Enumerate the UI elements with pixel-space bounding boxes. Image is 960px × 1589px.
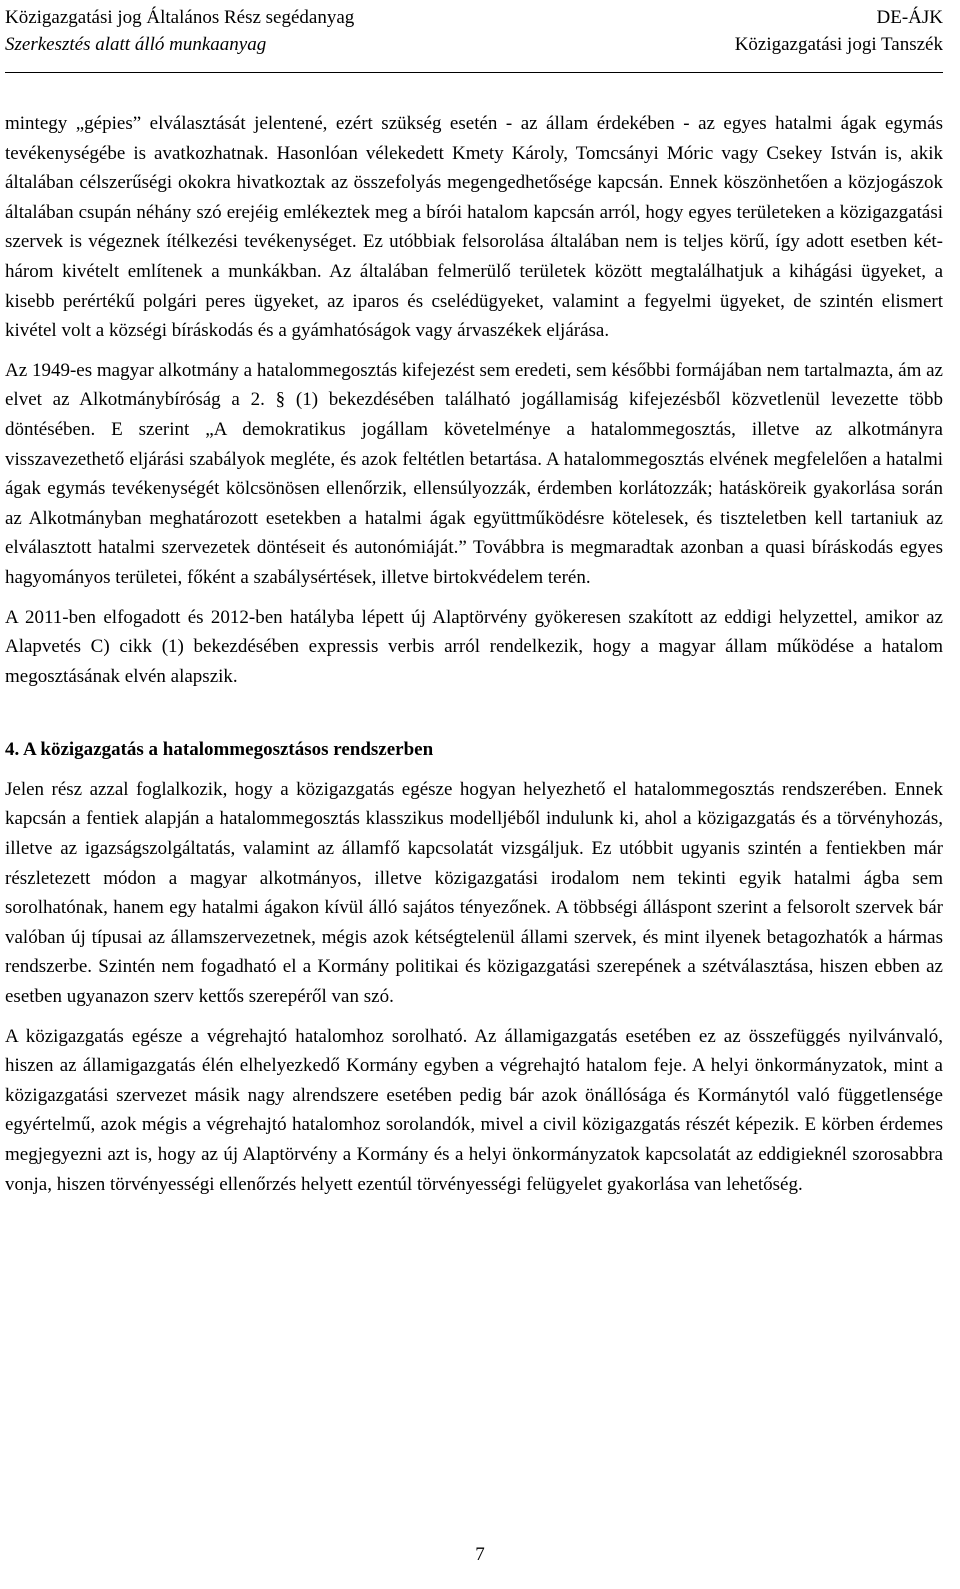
paragraph-5: A közigazgatás egésze a végrehajtó hatalomhoz sorolható. Az államigazgatás esetében ez az összefüggés nyilvánvaló, hiszen az államigazgatás élén elhelyezkedő Kormány egyben a végrehajtó hatalom feje. A helyi önkormányzatok, mint a közigazgatási szervezet másik nagy alrendszere esetében pedig bár azok önállósága és Kormánytól való függetlensége egyértelmű, azok mégis a végrehajtó hatalomhoz sorolandók, mivel a civil közigazgatás részét képezik. E körben érdemes megjegyezni azt is, hogy az új Alaptörvény a Kormány és a helyi önkormányzatok kapcsolatát az eddigieknél szorosabbra vonja, hiszen törvényességi ellenőrzés helyett ezentúl törvényességi felügyelet gyakorlása van lehetőség. xyxy=(5,1025,943,1195)
paragraph-3: A 2011-ben elfogadott és 2012-ben hatályba lépett új Alaptörvény gyökeresen szakított az eddigi helyzettel, amikor az Alapvetés C) cikk (1) bekezdésében expressis verbis arról rendelkezik, hogy a magyar állam működése a hatalom megosztásának elvén alapszik. xyxy=(5,606,943,687)
paragraph-2: Az 1949-es magyar alkotmány a hatalommegosztás kifejezést sem eredeti, sem későbbi formájában nem tartalmazta, ám az elvet az Alkotmánybíróság a 2. § (1) bekezdésében található jogállamiság kifejezésből közvetlenül levezette több döntésében. E szerint „A demokratikus jogállam követelménye a hatalommegosztás, illetve az alkotmányra visszavezethető eljárási szabályok megléte, és azok feltétlen betartása. A hatalommegosztás elvének megfelelően a hatalmi ágak egymás tevékenységét kölcsönösen ellenőrzik, ellensúlyozzák, érdemben korlátozzák; hatásköreik gyakorlása során az Alkotmányban meghatározott esetekben a hatalmi ágak együttműködésre kötelesek, és tiszteletben kell tartaniuk az elválasztott hatalmi szervezetek döntéseit és autonómiáját.” Továbbra is megmaradtak azonban a quasi bíráskodás egyes hagyományos területei, főként a szabálysértések, illetve birtokvédelem terén. xyxy=(5,359,943,588)
header-left xyxy=(5,4,354,58)
section-heading: 4. A közigazgatás a hatalommegosztásos rendszerben xyxy=(5,739,434,761)
page-number: 7 xyxy=(475,1544,485,1565)
header-draft-note: Szerkesztés alatt álló munkaanyag xyxy=(5,34,267,55)
header-faculty: DE-ÁJK xyxy=(876,7,943,28)
header-department: Közigazgatási jogi Tanszék xyxy=(734,34,943,55)
page-header xyxy=(5,0,943,73)
paragraph-1: mintegy „gépies” elválasztását jelentené, ezért szükség esetén - az állam érdekében - az egyes hatalmi ágak egymás tevékenységébe is avatkozhatnak. Hasonlóan vélekedett Kmety Károly, Tomcsányi Móric vagy Csekey István is, akik általában célszerűségi okokra hivatkoztak az összefolyás megengedhetősége kapcsán. Ennek köszönhetően a közjogászok általában csupán néhány szó erejéig emlékeztek meg a bírói hatalom kapcsán arról, hogy egyes területeken a közigazgatási szervek is végeznek ítélkezési tevékenységet. Ez utóbbiak felsorolása általában nem is teljes körű, így adott esetben két-három kivételt említenek a munkákban. Az általában felmerülő területek között megtalálhatjuk a kihágási ügyeket, a kisebb perértékű polgári peres ügyeket, az iparos és cselédügyeket, valamint a fegyelmi ügyeket, de szintén elismert kivétel volt a községi bíráskodás és a gyámhatóságok vagy árvaszékek eljárása. xyxy=(5,113,943,342)
paragraph-4: Jelen rész azzal foglalkozik, hogy a közigazgatás egésze hogyan helyezhető el hatalommegosztás rendszerében. Ennek kapcsán a fentiek alapján a hatalommegosztás klasszikus modelljéből indulunk ki, ahol a közigazgatás és a törvényhozás, illetve az igazságszolgáltatás, valamint az államfő kapcsolatát vizsgáljuk. Ez utóbbit ugyanis szintén a fentiekben már részletezett módon a magyar alkotmányos, illetve közigazgatási irodalom nem tekinti egyik hatalmi ágba sem sorolhatónak, hanem egy hatalmi ágakon kívül álló sajátos tényezőnek. A többségi álláspont szerint a felsorolt szervek bár valóban új típusai az államszervezetnek, mégis azok kétségtelenül állami szervek, és mint ilyenek betagozhatók a hármas rendszerbe. Szintén nem fogadható el a Kormány politikai és közigazgatási szerepének a szétválasztása, hiszen ebben az esetben ugyanazon szerv kettős szerepéről van szó. xyxy=(5,778,943,1008)
header-course-title: Közigazgatási jog Általános Rész segédanyag xyxy=(5,7,355,28)
page-content xyxy=(5,109,943,1199)
header-right xyxy=(735,4,943,58)
